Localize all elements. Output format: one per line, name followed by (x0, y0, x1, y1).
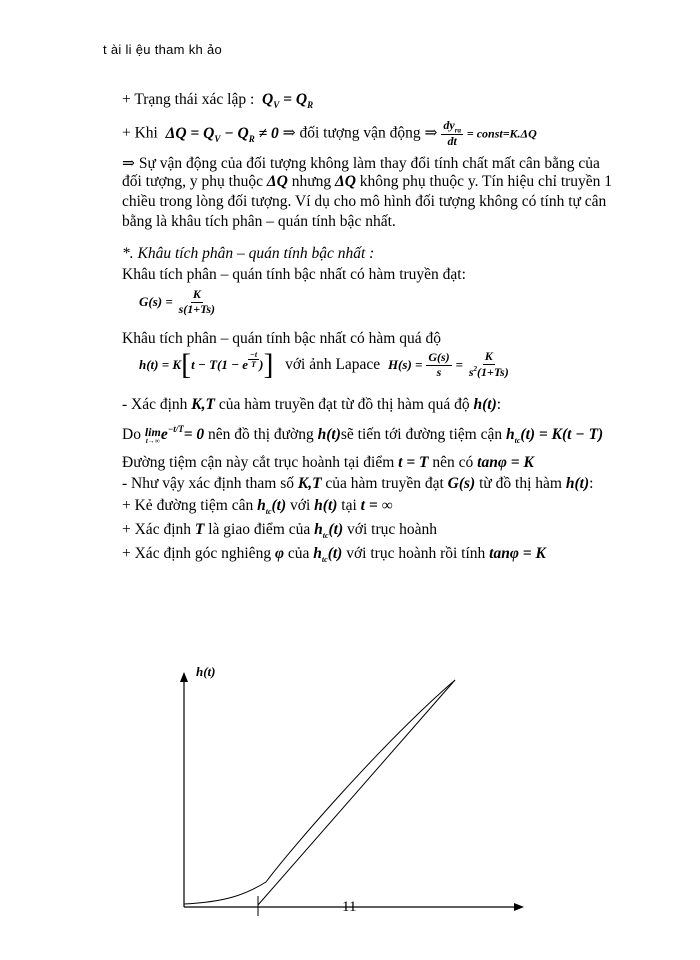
limit-line: Do lim t→∞ $e^{-t/T}= 0$ nên đồ thị đường h(t)sẽ tiến tới đường tiệm cận $h_{tc}(t) = K(t - T)$ (122, 424, 604, 446)
asymptote-line (258, 680, 455, 905)
paragraph-line-1: ⇒ Sự vận động của đối tượng không làm thay đổi tính chất mất cân bằng của (122, 155, 600, 172)
paragraph-line-3: chiều trong lòng đối tượng. Ví dụ cho mô hình đối tượng không có tính tự cân (122, 193, 607, 210)
dy-dt-fraction: $\frac{dy_{ra}}{dt}$ (443, 118, 461, 149)
paragraph-line-4: bằng là khâu tích phân – quán tính bậc nhất. (122, 213, 396, 230)
step-3-line: + Xác định góc nghiêng φ của $h_{tc}(t)$ với trục hoành rồi tính tanφ = K (122, 545, 546, 565)
section-heading: *. Khâu tích phân – quán tính bậc nhất : (122, 245, 375, 262)
step-1-line: + Kẻ đường tiệm cân $h_{tc}(t)$ với h(t) tại t = ∞ (122, 497, 393, 517)
asymptote-intersection-line: Đường tiệm cận này cắt trục hoành tại điểm t = T nên có tanφ = K (122, 454, 534, 471)
step-response-intro: Khâu tích phân – quán tính bậc nhất có hàm quá độ (122, 330, 441, 347)
parameter-method-line: - Như vậy xác định tham số K,T của hàm truyền đạt G(s) từ đồ thị hàm h(t): (122, 475, 594, 492)
response-curve (184, 680, 455, 904)
step-2-line: + Xác định T là giao điểm của $h_{tc}(t)$ với trục hoành (122, 521, 438, 541)
x-axis-arrow (514, 903, 524, 911)
step-response-formula: h(t) = K[t − T(1 − e $^{\frac{-t}{T}}$ )] với ảnh Lapace H(s) = $\frac{G(s)}{s}$ = $\frac{K}{s^2(1+Ts)}$ (139, 348, 509, 382)
y-axis-label: h(t) (196, 664, 216, 679)
determine-kt-line: - Xác định K,T của hàm truyền đạt từ đồ thị hàm quá độ h(t): (122, 396, 502, 413)
paragraph-line-2: đối tượng, y phụ thuộc ΔQ nhưng ΔQ không phụ thuộc y. Tín hiệu chỉ truyền 1 (122, 173, 613, 190)
y-axis-arrow (180, 672, 188, 682)
motion-condition-line: + Khi $\Delta Q = Q_V - Q_R \ne 0$ ⇒ đối tượng vận động ⇒ $\frac{dy_{ra}}{dt}$ = const=K.ΔQ (122, 118, 537, 149)
steady-state-line: + Trạng thái xác lập : $Q_V = Q_R$ (122, 91, 314, 111)
page-header: t ài li ệu tham kh ảo (103, 42, 223, 57)
page-number: 11 (342, 899, 357, 915)
transfer-function-formula: G(s) = $\frac{K}{s(1+Ts)}$ (139, 287, 216, 316)
transfer-function-intro: Khâu tích phân – quán tính bậc nhất có hàm truyền đạt: (122, 266, 466, 283)
